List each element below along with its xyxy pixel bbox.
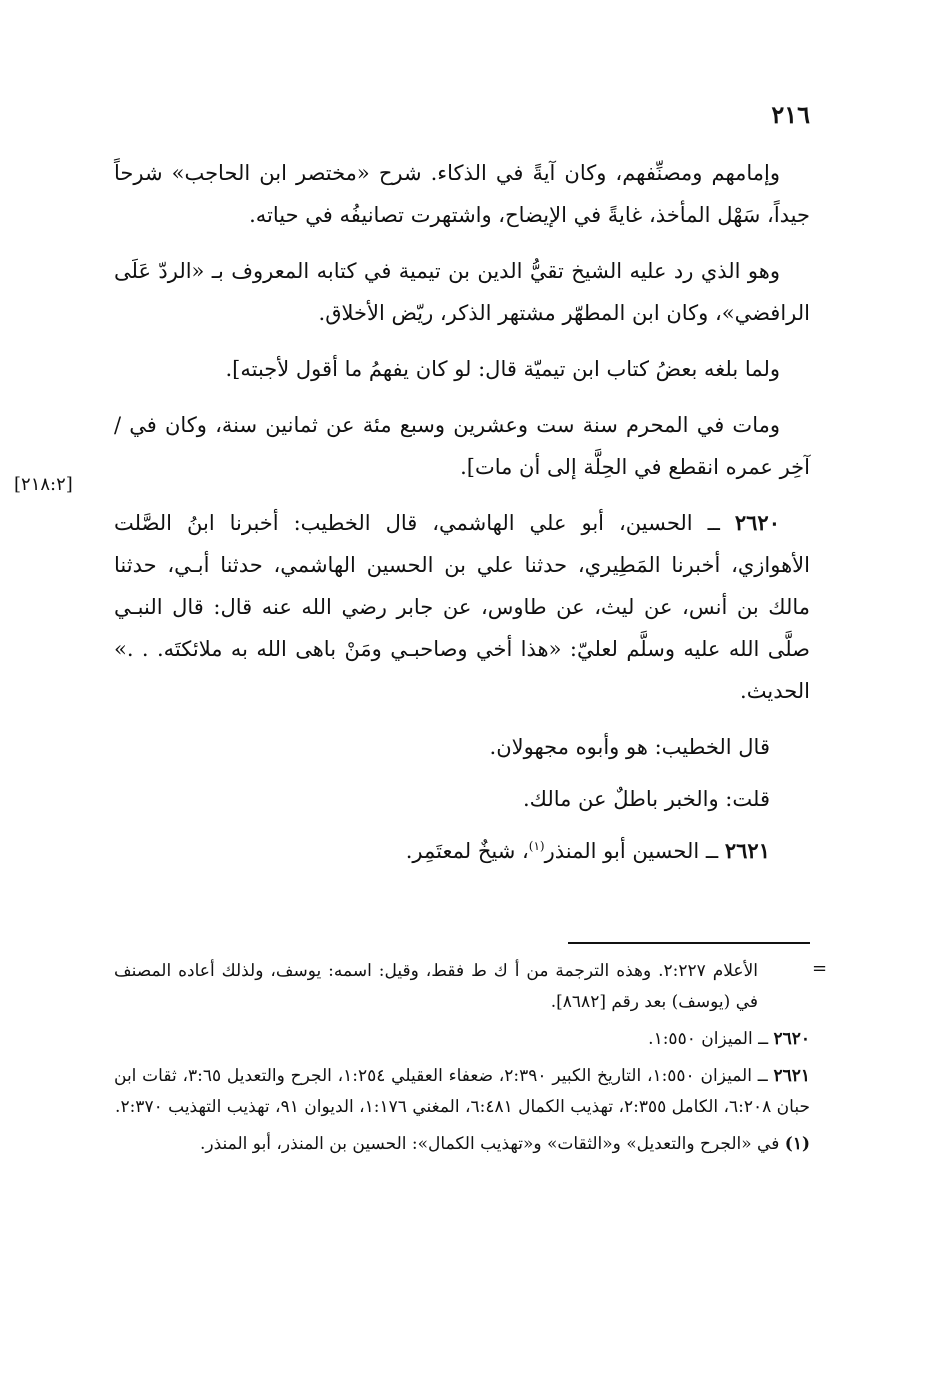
qultu-note: قلت: والخبر باطلٌ عن مالك. <box>522 787 770 811</box>
page-number: ٢١٦ <box>771 100 810 129</box>
entry-2621 <box>114 830 810 872</box>
footnote-1 <box>114 1129 810 1160</box>
entry-2620-text: ــ الحسين، أبو علي الهاشمي، قال الخطيب: أخبرنا ابنُ الصَّلت الأهوازي، أخبرنا المَطِيري، حدثنا علي بن الحسين الهاشمي، حدثنا أبـي، حدثنا مالك بن أنس، عن ليث، عن طاوس، عن جابر رضي الله عنه قال: قال النبـي صلَّى الله عليه وسلَّم لعليّ: «هذا أخي وصاحبـي ومَنْ باهى الله به ملائكتَه. . .» الحديث. <box>114 511 810 703</box>
entry-2621-text-after: ، شيخٌ لمعتَمِر. <box>405 839 529 863</box>
footnote-2621-number: ٢٦٢١ <box>773 1066 810 1086</box>
footnote-2620-text: ــ الميزان ١:٥٥٠. <box>648 1029 769 1049</box>
entry-2620-number: ٢٦٢٠ <box>734 510 780 535</box>
footnote-2620 <box>114 1024 810 1055</box>
footnote-continuation: الأعلام ٢:٢٢٧. وهذه الترجمة من أ ك ط فقط، وقيل: اسمه: يوسف، ولذلك أعاده المصنف في (يوسف) بعد رقم [٨٦٨٢]. <box>114 961 758 1012</box>
entry-2621-number: ٢٦٢١ <box>724 838 770 863</box>
footnote-marker: (١) <box>528 839 545 853</box>
khatib-note: قال الخطيب: هو وأبوه مجهولان. <box>489 735 770 759</box>
paragraph-1: وإمامهم ومصنِّفهم، وكان آيةً في الذكاء. شرح «مختصر ابن الحاجب» شرحاً جيداً، سَهْل المأخذ، غايةً في الإيضاح، واشتهرت تصانيفُه في حياته. <box>114 161 810 227</box>
footnote-2620-number: ٢٦٢٠ <box>773 1029 810 1049</box>
footnote-2621-text: ــ الميزان ١:٥٥٠، التاريخ الكبير ٢:٣٩٠، ضعفاء العقيلي ١:٢٥٤، الجرح والتعديل ٣:٦٥، ثقات ابن حبان ٦:٢٠٨، الكامل ٢:٣٥٥، تهذيب الكمال ٦:٤٨١، المغني ١:١٧٦، الديوان ٩١، تهذيب التهذيب ٢:٣٧٠. <box>114 1066 810 1117</box>
footnote-1-marker: (١) <box>784 1134 810 1154</box>
entry-2620 <box>114 502 810 712</box>
footnote-divider <box>568 942 810 944</box>
footnote-1-text: في «الجرح والتعديل» و«الثقات» و«تهذيب الكمال»: الحسين بن المنذر، أبو المنذر. <box>199 1134 780 1154</box>
continuation-mark: = <box>812 958 828 979</box>
main-text <box>114 152 810 882</box>
footnote-2621 <box>114 1061 810 1123</box>
side-reference: [٢١٨:٢] <box>14 474 73 495</box>
paragraph-2: وهو الذي رد عليه الشيخ تقيُّ الدين بن تيمية في كتابه المعروف بـ «الردّ عَلَى الرافضي»، وكان ابن المطهّر مشتهر الذكر، ريّض الأخلاق. <box>114 259 810 325</box>
paragraph-4: ومات في المحرم سنة ست وعشرين وسبع مئة عن ثمانين سنة، وكان في / آخِر عمره انقطع في الحِلَّة إلى أن مات]. <box>114 413 810 479</box>
paragraph-3: ولما بلغه بعضُ كتاب ابن تيميّة قال: لو كان يفهمُ ما أقول لأجبته]. <box>225 357 780 381</box>
entry-2621-text: ــ الحسين أبو المنذر <box>544 839 719 863</box>
footnotes <box>114 956 810 1166</box>
